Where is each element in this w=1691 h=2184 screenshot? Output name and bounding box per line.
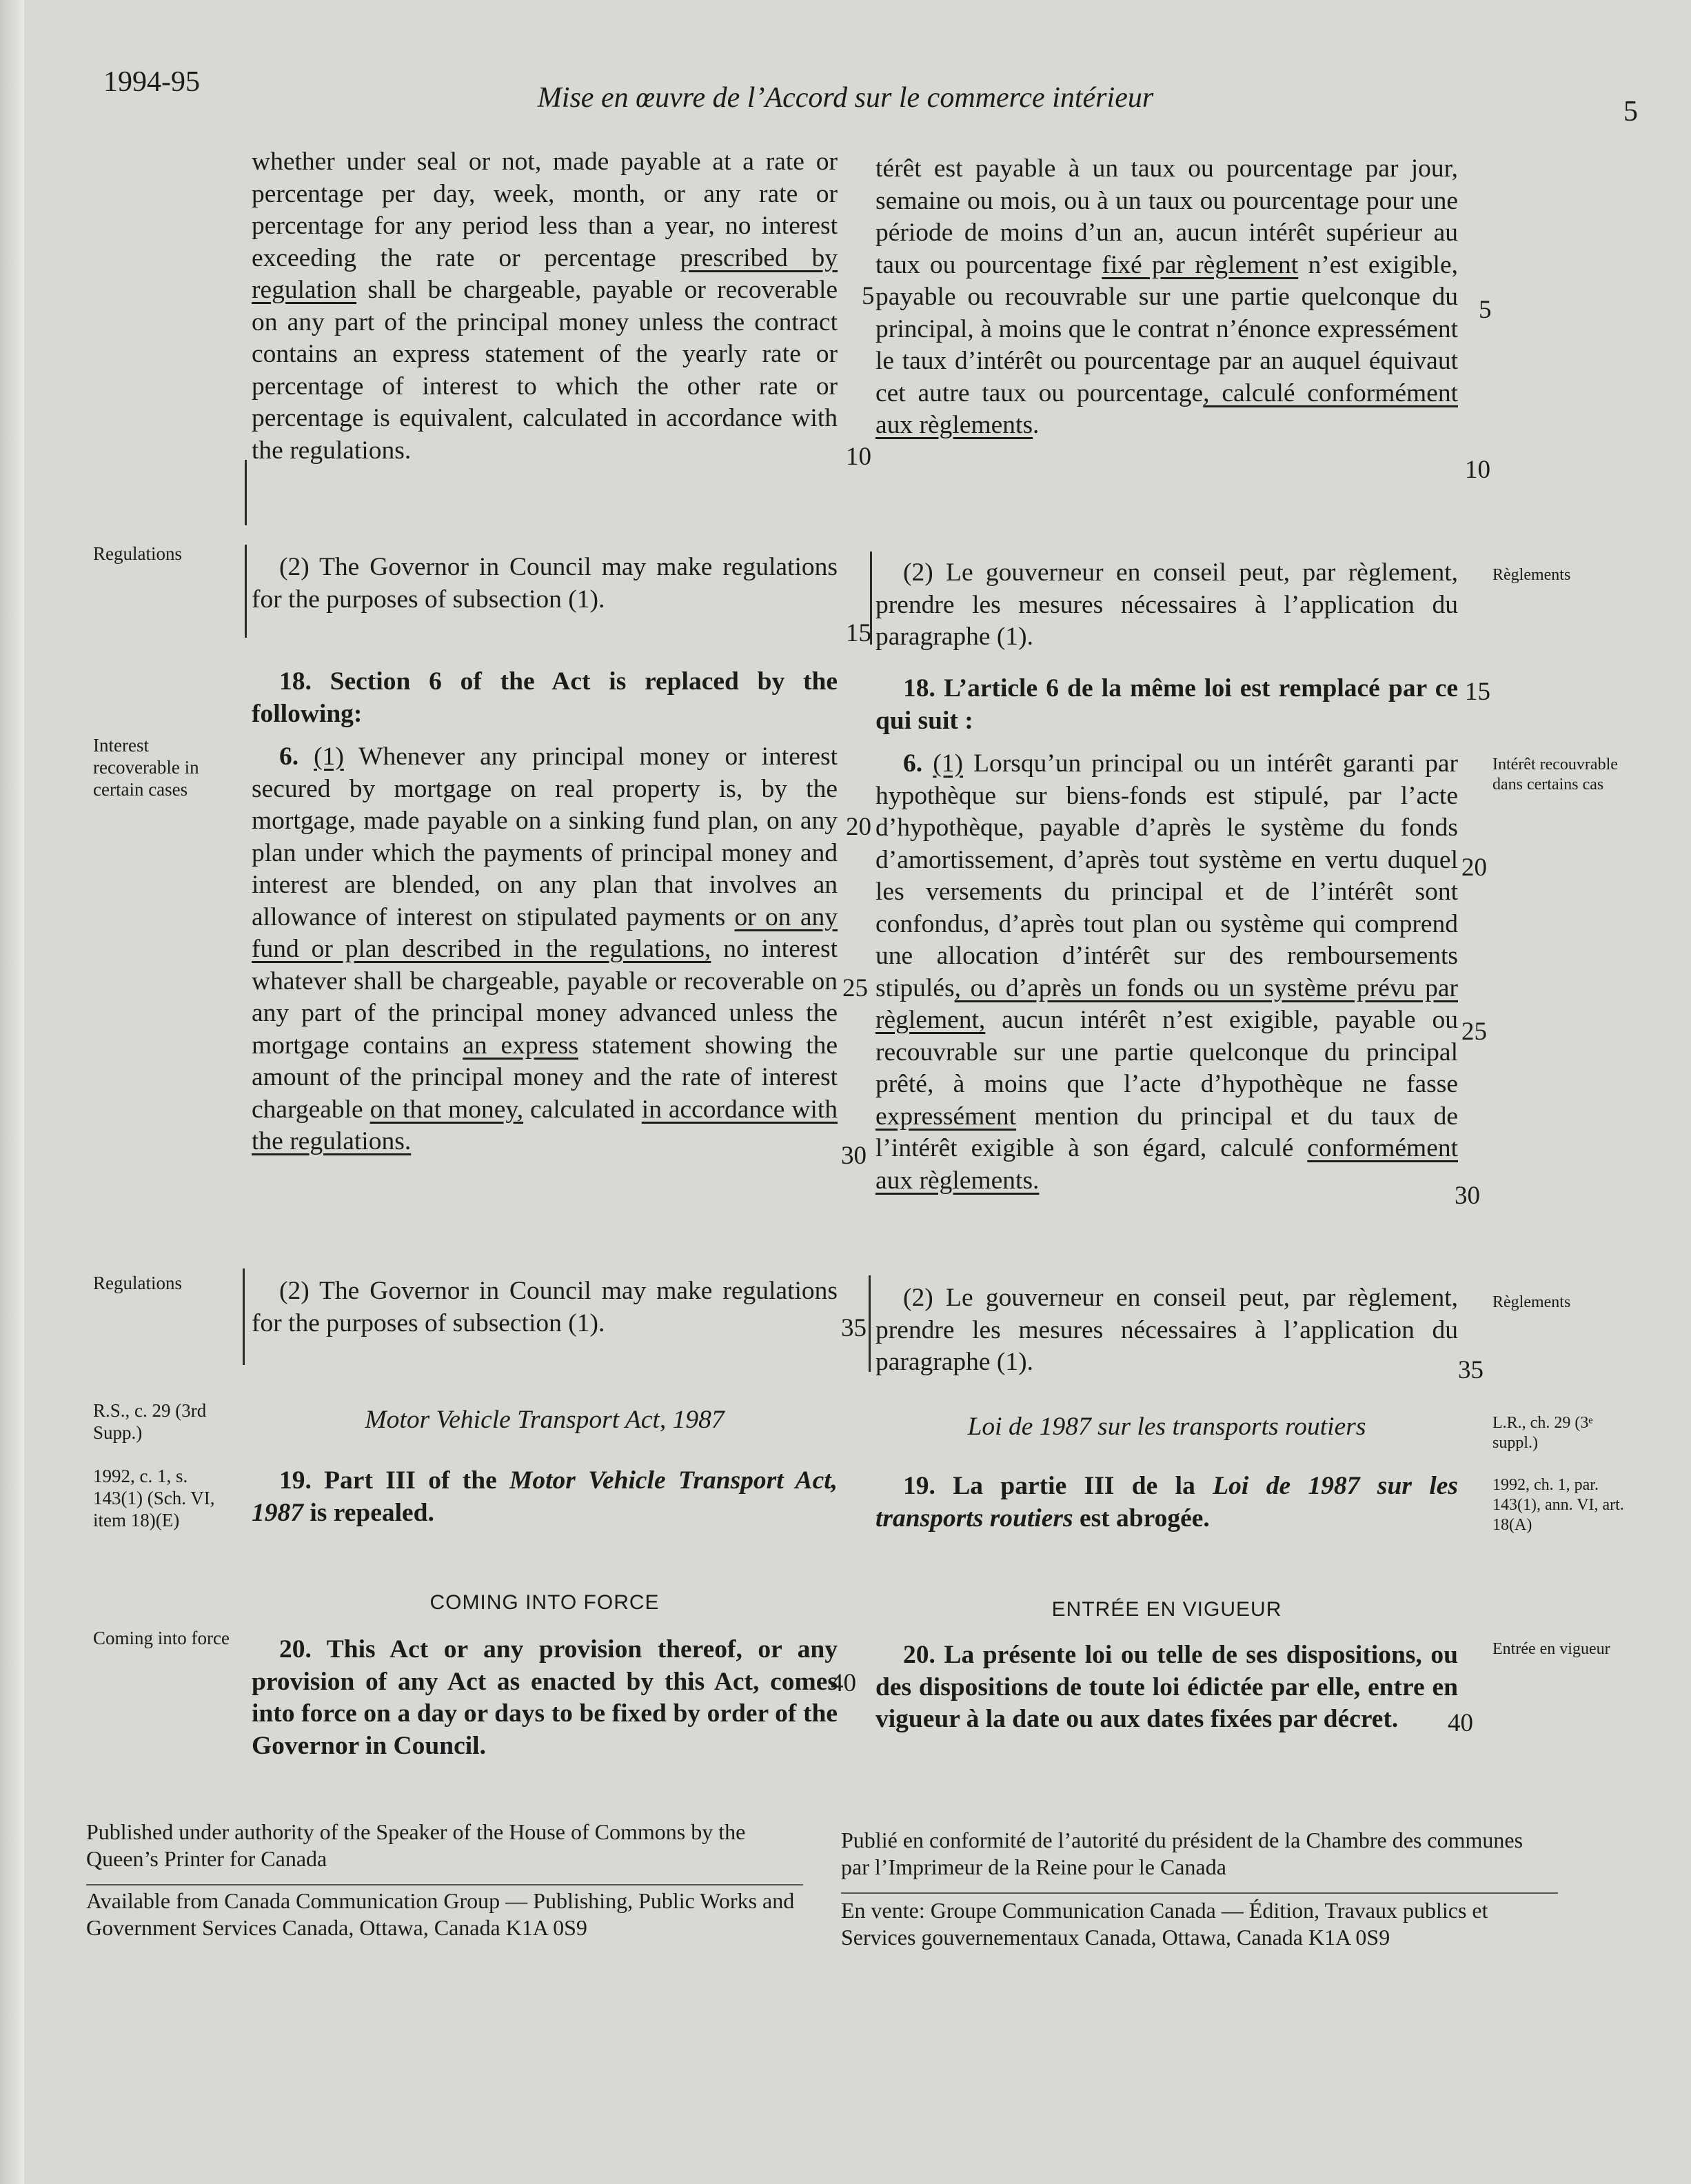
margin-note: Règlements	[1492, 1293, 1571, 1311]
fr-section-19: 19. La partie III de la Loi de 1987 sur les transports routiers est abrogée.	[875, 1472, 1459, 1533]
en-section-6: 6. (1) Whenever any principal money or interest secured by mortgage on real property is, by the mortgage, made payable on a sinking fund plan, on any plan under which the payments of principal money and interest are blended, on any plan that involves an allowance of interest on stipulated payments or on any fund or plan described in the regulations, no interest whatever shall be chargeable, payable or recoverable on any part of the principal money advanced unless the mortgage contains an express statement showing the amount of the principal money and the rate of interest chargeable on that money, calculated in accordance with the regulations.	[252, 742, 838, 1155]
en-act-title: Motor Vehicle Transport Act, 1987	[365, 1406, 725, 1434]
header-year: 1994-95	[103, 66, 200, 98]
line-number: 40	[831, 1669, 856, 1697]
change-bar	[243, 1268, 245, 1365]
line-number: 30	[1455, 1182, 1480, 1210]
change-bar	[869, 1275, 871, 1372]
en-underline: prescribed by regulation	[252, 243, 838, 304]
fr-paragraph-1: térêt est payable à un taux ou pourcentage par jour, semaine ou mois, ou à un taux ou pourcentage pour une période de moins d’un an, aucun intérêt supérieur au taux ou pourcentage fixé par règlement n’est exigible, payable ou recouvrable sur une partie quelconque du principal, à moins que le contrat n’énonce expressément le taux d’intérêt ou pourcentage par an auquel équivaut cet autre taux ou pourcentage, calculé conformément aux règlements.	[875, 154, 1458, 439]
footer-en-published: Published under authority of the Speaker of the House of Commons by the Queen’s Printer for Canada	[86, 1819, 746, 1871]
en-subsection-2: (2) The Governor in Council may make regulations for the purposes of subsection (1).	[252, 553, 838, 614]
fr-act-title: Loi de 1987 sur les transports routiers	[967, 1413, 1366, 1441]
en-coming-into-force-heading: COMING INTO FORCE	[429, 1591, 660, 1614]
fr-section-18: 18. L’article 6 de la même loi est remplacé par ce qui suit :	[875, 674, 1458, 735]
margin-note: 1992, ch. 1, par. 143(1), ann. VI, art. 18(A)	[1492, 1476, 1624, 1534]
en-section-20: 20. This Act or any provision thereof, or any provision of any Act as enacted by this Act, comes into force on a day or days to be fixed by order of the Governor in Council.	[252, 1635, 838, 1760]
footer-fr-vente: En vente: Groupe Communication Canada — Édition, Travaux publics et Services gouvernementaux Canada, Ottawa, Canada K1A 0S9	[841, 1898, 1488, 1950]
line-number: 20	[1461, 853, 1487, 882]
line-number: 5	[1479, 296, 1492, 324]
margin-note: Entrée en vigueur	[1492, 1640, 1610, 1658]
line-number: 25	[1461, 1018, 1487, 1046]
en-section-18: 18. Section 6 of the Act is replaced by the following:	[252, 667, 838, 728]
footer-en-available: Available from Canada Communication Group — Publishing, Public Works and Government Services Canada, Ottawa, Canada K1A 0S9	[86, 1888, 795, 1940]
margin-note: 1992, c. 1, s. 143(1) (Sch. VI, item 18)(E)	[93, 1466, 215, 1530]
footer-rule	[86, 1884, 803, 1885]
line-number: 35	[841, 1314, 867, 1342]
margin-note: Interest recoverable in certain cases	[93, 735, 199, 800]
line-number: 35	[1458, 1356, 1484, 1384]
line-number: 10	[846, 443, 871, 471]
fr-entree-en-vigueur-heading: ENTRÉE EN VIGUEUR	[1051, 1598, 1282, 1621]
page-edge	[0, 0, 24, 2184]
line-number: 10	[1465, 456, 1490, 484]
footer-fr-publie: Publié en conformité de l’autorité du président de la Chambre des communes par l’Imprimeur de la Reine pour le Canada	[841, 1828, 1523, 1879]
fr-section-20: 20. La présente loi ou telle de ses dispositions, ou des dispositions de toute loi édictée par elle, entre en vigueur à la date ou aux dates fixées par décret.	[875, 1641, 1458, 1733]
en-section-6-2: (2) The Governor in Council may make regulations for the purposes of subsection (1).	[252, 1277, 838, 1337]
line-number: 25	[842, 974, 868, 1002]
change-bar	[245, 460, 247, 525]
line-number: 5	[862, 282, 875, 310]
fr-section-6: 6. (1) Lorsqu’un principal ou un intérêt garanti par hypothèque sur biens-fonds est stipulé, par l’acte d’hypothèque, payable d’après le système du fonds d’amortissement, d’après tout système en vertu duquel les versements du principal et de l’intérêt sont confondus, d’après tout plan ou système qui comprend une allocation d’intérêt sur des remboursements stipulés, ou d’après un fonds ou un système prévu par règlement, aucun intérêt n’est exigible, payable ou recouvrable sur une partie quelconque du principal prêté, à moins que l’acte d’hypothèque ne fasse expressément mention du principal et du taux de l’intérêt exigible à son égard, calculé conformément aux règlements.	[875, 749, 1459, 1195]
margin-note: Règlements	[1492, 566, 1571, 584]
change-bar	[245, 545, 247, 638]
fr-subsection-2: (2) Le gouverneur en conseil peut, par règlement, prendre les mesures nécessaires à l’application du paragraphe (1).	[875, 558, 1458, 651]
margin-note: L.R., ch. 29 (3ᵉ suppl.)	[1492, 1414, 1593, 1452]
en-paragraph-1: whether under seal or not, made payable at a rate or percentage per day, week, month, or any rate or percentage for any period less than a year, no interest exceeding the rate or percentage prescribed by regulation shall be chargeable, payable or recoverable on any part of the principal money unless the contract contains an express statement of the yearly rate or percentage of interest to which the other rate or percentage is equivalent, calculated in accordance with the regulations.	[252, 148, 838, 465]
footer-rule	[841, 1892, 1558, 1894]
margin-note: Regulations	[93, 1273, 182, 1293]
page-number: 5	[1623, 96, 1638, 128]
line-number: 40	[1448, 1709, 1473, 1737]
margin-note: Intérêt recouvrable dans certains cas	[1492, 756, 1618, 793]
margin-note: R.S., c. 29 (3rd Supp.)	[93, 1400, 207, 1443]
margin-note: Coming into force	[93, 1628, 230, 1648]
line-number: 20	[846, 813, 871, 841]
fr-section-6-2: (2) Le gouverneur en conseil peut, par règlement, prendre les mesures nécessaires à l’application du paragraphe (1).	[875, 1284, 1458, 1376]
header-title: Mise en œuvre de l’Accord sur le commerce intérieur	[537, 82, 1154, 114]
en-section-19: 19. Part III of the Motor Vehicle Transport Act, 1987 is repealed.	[252, 1466, 838, 1527]
line-number: 15	[846, 619, 871, 647]
line-number: 30	[841, 1142, 867, 1170]
line-number: 15	[1465, 678, 1490, 706]
margin-note: Regulations	[93, 543, 182, 564]
